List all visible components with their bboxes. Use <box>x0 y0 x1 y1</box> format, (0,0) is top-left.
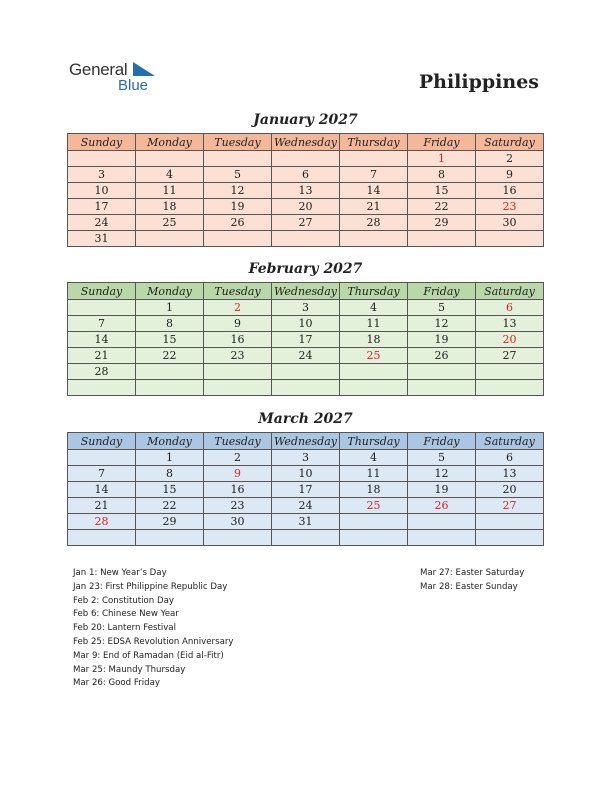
day-cell: 15 <box>408 183 476 199</box>
logo-text-general: General <box>69 60 128 79</box>
day-cell: 17 <box>272 482 340 498</box>
day-cell: 21 <box>68 498 136 514</box>
day-cell: 9 <box>476 167 544 183</box>
day-cell: 1 <box>408 151 476 167</box>
day-cell: 9 <box>204 466 272 482</box>
holiday-note: Mar 25: Maundy Thursday <box>73 664 186 675</box>
day-cell: 27 <box>272 215 340 231</box>
weekday-header: Tuesday <box>204 433 272 450</box>
day-cell <box>476 530 544 546</box>
day-cell <box>68 380 136 396</box>
weekday-header: Saturday <box>476 433 544 450</box>
day-cell <box>408 514 476 530</box>
day-cell: 1 <box>136 300 204 316</box>
week-row <box>68 348 544 364</box>
logo-flag-icon <box>133 62 157 78</box>
day-cell: 2 <box>204 300 272 316</box>
weekday-header: Monday <box>136 134 204 151</box>
day-cell: 12 <box>408 316 476 332</box>
weekday-header-row <box>68 433 544 450</box>
month-title-january: January 2027 <box>253 112 358 128</box>
day-cell: 8 <box>136 316 204 332</box>
day-cell: 11 <box>340 316 408 332</box>
day-cell: 24 <box>272 498 340 514</box>
holiday-note: Mar 9: End of Ramadan (Eid al-Fitr) <box>73 650 224 661</box>
weekday-header-row <box>68 283 544 300</box>
day-cell: 6 <box>476 450 544 466</box>
day-cell: 14 <box>340 183 408 199</box>
weekday-header: Sunday <box>68 433 136 450</box>
day-cell <box>68 300 136 316</box>
day-cell <box>68 450 136 466</box>
day-cell: 13 <box>272 183 340 199</box>
day-cell: 19 <box>408 332 476 348</box>
day-cell: 31 <box>68 231 136 247</box>
day-cell: 4 <box>340 300 408 316</box>
day-cell: 19 <box>204 199 272 215</box>
day-cell: 28 <box>68 364 136 380</box>
weekday-header: Thursday <box>340 433 408 450</box>
month-title-march: March 2027 <box>258 411 353 427</box>
day-cell <box>136 364 204 380</box>
week-row <box>68 300 544 316</box>
day-cell: 16 <box>476 183 544 199</box>
holiday-note: Feb 25: EDSA Revolution Anniversary <box>73 636 234 647</box>
day-cell <box>272 530 340 546</box>
day-cell: 1 <box>136 450 204 466</box>
day-cell: 13 <box>476 316 544 332</box>
calendar-february <box>67 282 544 396</box>
day-cell: 18 <box>340 482 408 498</box>
day-cell <box>204 364 272 380</box>
weekday-header: Friday <box>408 134 476 151</box>
holiday-note: Mar 27: Easter Saturday <box>420 568 525 578</box>
day-cell: 17 <box>272 332 340 348</box>
day-cell: 5 <box>408 300 476 316</box>
day-cell: 3 <box>272 450 340 466</box>
weekday-header: Sunday <box>68 134 136 151</box>
week-row <box>68 167 544 183</box>
day-cell <box>136 530 204 546</box>
country-title: Philippines <box>418 71 539 93</box>
day-cell: 10 <box>68 183 136 199</box>
day-cell: 24 <box>68 215 136 231</box>
day-cell: 21 <box>68 348 136 364</box>
day-cell: 18 <box>340 332 408 348</box>
day-cell: 30 <box>476 215 544 231</box>
day-cell <box>136 231 204 247</box>
day-cell: 19 <box>408 482 476 498</box>
day-cell: 26 <box>408 498 476 514</box>
day-cell <box>136 151 204 167</box>
weekday-header: Thursday <box>340 134 408 151</box>
day-cell: 2 <box>476 151 544 167</box>
day-cell <box>204 151 272 167</box>
week-row <box>68 450 544 466</box>
day-cell: 16 <box>204 332 272 348</box>
day-cell <box>68 530 136 546</box>
weekday-header: Wednesday <box>272 134 340 151</box>
day-cell: 23 <box>204 498 272 514</box>
day-cell: 25 <box>340 348 408 364</box>
day-cell: 15 <box>136 482 204 498</box>
day-cell: 8 <box>408 167 476 183</box>
weekday-header: Saturday <box>476 283 544 300</box>
day-cell <box>136 380 204 396</box>
holiday-note: Jan 1: New Year’s Day <box>73 568 167 578</box>
day-cell: 6 <box>272 167 340 183</box>
week-row <box>68 482 544 498</box>
day-cell: 22 <box>136 498 204 514</box>
day-cell <box>204 380 272 396</box>
day-cell: 10 <box>272 316 340 332</box>
day-cell <box>340 380 408 396</box>
day-cell: 28 <box>68 514 136 530</box>
day-cell: 22 <box>408 199 476 215</box>
day-cell: 31 <box>272 514 340 530</box>
day-cell: 27 <box>476 498 544 514</box>
day-cell <box>272 380 340 396</box>
week-row <box>68 530 544 546</box>
day-cell <box>272 364 340 380</box>
week-row <box>68 514 544 530</box>
week-row <box>68 215 544 231</box>
day-cell: 6 <box>476 300 544 316</box>
weekday-header: Wednesday <box>272 283 340 300</box>
weekday-header: Wednesday <box>272 433 340 450</box>
weekday-header: Monday <box>136 433 204 450</box>
week-row <box>68 199 544 215</box>
day-cell: 28 <box>340 215 408 231</box>
day-cell: 3 <box>68 167 136 183</box>
weekday-header: Friday <box>408 283 476 300</box>
holiday-note: Mar 26: Good Friday <box>73 678 160 689</box>
weekday-header: Saturday <box>476 134 544 151</box>
day-cell <box>204 231 272 247</box>
week-row <box>68 498 544 514</box>
generalblue-logo <box>69 60 169 96</box>
weekday-header: Monday <box>136 283 204 300</box>
day-cell <box>476 364 544 380</box>
day-cell: 5 <box>408 450 476 466</box>
day-cell: 8 <box>136 466 204 482</box>
day-cell: 23 <box>204 348 272 364</box>
day-cell: 15 <box>136 332 204 348</box>
day-cell: 17 <box>68 199 136 215</box>
day-cell: 22 <box>136 348 204 364</box>
day-cell <box>340 514 408 530</box>
weekday-header: Tuesday <box>204 134 272 151</box>
day-cell: 14 <box>68 482 136 498</box>
day-cell: 24 <box>272 348 340 364</box>
day-cell: 7 <box>340 167 408 183</box>
day-cell: 11 <box>136 183 204 199</box>
holiday-note: Mar 28: Easter Sunday <box>420 581 518 592</box>
day-cell: 16 <box>204 482 272 498</box>
holiday-note: Feb 6: Chinese New Year <box>73 609 179 620</box>
holiday-notes-right <box>420 567 524 595</box>
day-cell: 12 <box>408 466 476 482</box>
day-cell: 11 <box>340 466 408 482</box>
day-cell <box>272 231 340 247</box>
weekday-header: Friday <box>408 433 476 450</box>
holiday-note: Feb 20: Lantern Festival <box>73 623 176 634</box>
day-cell: 20 <box>272 199 340 215</box>
day-cell: 13 <box>476 466 544 482</box>
day-cell <box>340 231 408 247</box>
day-cell: 29 <box>408 215 476 231</box>
day-cell: 14 <box>68 332 136 348</box>
day-cell <box>204 530 272 546</box>
day-cell: 27 <box>476 348 544 364</box>
day-cell: 7 <box>68 316 136 332</box>
day-cell: 3 <box>272 300 340 316</box>
week-row <box>68 316 544 332</box>
calendar-january <box>67 133 544 247</box>
day-cell: 5 <box>204 167 272 183</box>
day-cell: 25 <box>136 215 204 231</box>
day-cell <box>340 364 408 380</box>
month-title-february: February 2027 <box>248 261 363 277</box>
day-cell <box>340 151 408 167</box>
day-cell: 4 <box>340 450 408 466</box>
day-cell: 20 <box>476 332 544 348</box>
calendar-march <box>67 432 544 546</box>
day-cell <box>476 231 544 247</box>
day-cell: 12 <box>204 183 272 199</box>
weekday-header: Sunday <box>68 283 136 300</box>
week-row <box>68 231 544 247</box>
day-cell: 20 <box>476 482 544 498</box>
day-cell <box>340 530 408 546</box>
weekday-header: Tuesday <box>204 283 272 300</box>
week-row <box>68 332 544 348</box>
holiday-notes-left <box>73 567 233 691</box>
day-cell <box>408 364 476 380</box>
day-cell <box>68 151 136 167</box>
holiday-note: Feb 2: Constitution Day <box>73 595 174 606</box>
week-row <box>68 183 544 199</box>
day-cell: 21 <box>340 199 408 215</box>
day-cell <box>476 514 544 530</box>
day-cell: 23 <box>476 199 544 215</box>
weekday-header-row <box>68 134 544 151</box>
day-cell: 18 <box>136 199 204 215</box>
day-cell <box>408 380 476 396</box>
day-cell: 9 <box>204 316 272 332</box>
day-cell <box>408 530 476 546</box>
day-cell <box>272 151 340 167</box>
day-cell: 26 <box>204 215 272 231</box>
day-cell: 26 <box>408 348 476 364</box>
day-cell: 29 <box>136 514 204 530</box>
week-row <box>68 151 544 167</box>
day-cell <box>476 380 544 396</box>
day-cell: 4 <box>136 167 204 183</box>
week-row <box>68 364 544 380</box>
day-cell: 25 <box>340 498 408 514</box>
day-cell: 10 <box>272 466 340 482</box>
week-row <box>68 466 544 482</box>
day-cell: 30 <box>204 514 272 530</box>
day-cell <box>408 231 476 247</box>
day-cell: 2 <box>204 450 272 466</box>
logo-text-blue: Blue <box>118 77 149 94</box>
holiday-note: Jan 23: First Philippine Republic Day <box>73 581 228 592</box>
day-cell: 7 <box>68 466 136 482</box>
week-row <box>68 380 544 396</box>
weekday-header: Thursday <box>340 283 408 300</box>
